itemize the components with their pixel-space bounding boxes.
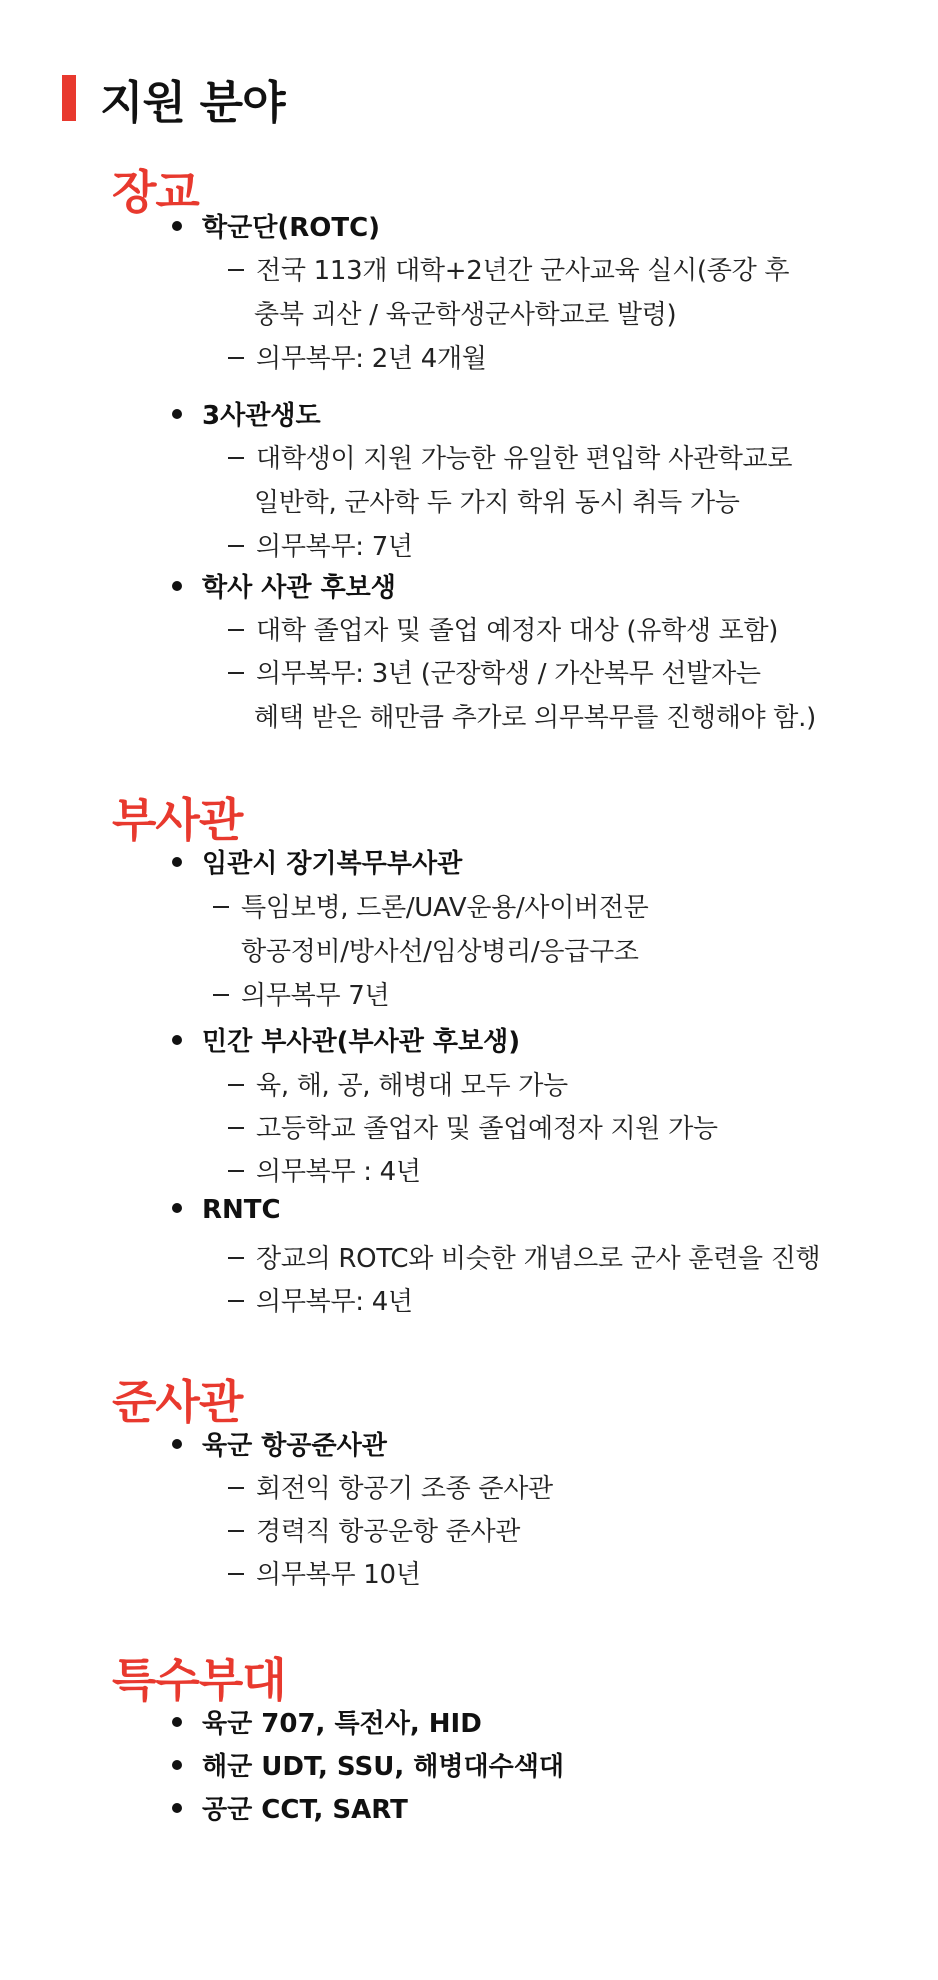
list-item — [172, 1789, 408, 1826]
sub-item-text: 의무복무: 7년 — [256, 532, 413, 562]
sub-item — [228, 1554, 421, 1591]
list-item-label: 민간 부사관(부사관 후보생) — [202, 1027, 521, 1057]
section-title: 준사관 — [112, 1375, 243, 1429]
sub-item-continuation: 충북 괴산 / 육군학생군사학교로 발령) — [254, 300, 677, 330]
list-item — [172, 1021, 520, 1058]
sub-item-continuation: 일반학, 군사학 두 가지 학위 동시 취득 가능 — [254, 488, 740, 518]
sub-item-text: 경력직 항공운항 준사관 — [256, 1517, 521, 1547]
list-item-label: 육군 항공준사관 — [202, 1431, 387, 1461]
sub-item — [228, 1151, 421, 1188]
list-item — [172, 1746, 564, 1783]
sub-item — [228, 1238, 820, 1275]
sub-item-text: 특임보병, 드론/UAV운용/사이버전문 — [241, 893, 649, 923]
sub-item — [228, 1108, 718, 1145]
list-item — [172, 567, 396, 604]
sub-item — [228, 1281, 413, 1318]
sub-item — [228, 438, 792, 475]
dash-marker — [228, 672, 244, 674]
dash-marker — [228, 629, 244, 631]
sub-item — [228, 338, 487, 375]
sub-item-text: 회전익 항공기 조종 준사관 — [256, 1474, 553, 1504]
sub-item-text: 의무복무: 2년 4개월 — [256, 344, 487, 374]
dash-marker — [228, 1170, 244, 1172]
sub-item — [228, 1468, 553, 1505]
sub-item-text: 의무복무: 4년 — [256, 1287, 413, 1317]
sub-item — [228, 526, 413, 563]
list-item — [172, 1703, 482, 1740]
bullet-dot — [172, 409, 182, 419]
sub-item-text: 전국 113개 대학+2년간 군사교육 실시(종강 후 — [256, 256, 790, 286]
list-item — [172, 843, 462, 880]
dash-marker — [228, 269, 244, 271]
list-item — [172, 207, 380, 244]
sub-item-text: 고등학교 졸업자 및 졸업예정자 지원 가능 — [256, 1114, 718, 1144]
sub-item-continuation: 항공정비/방사선/임상병리/응급구조 — [241, 937, 639, 967]
list-item-label: RNTC — [202, 1195, 281, 1225]
list-item — [172, 395, 321, 432]
dash-marker — [228, 1487, 244, 1489]
page-header — [62, 70, 285, 129]
dash-marker — [228, 545, 244, 547]
bullet-dot — [172, 1203, 182, 1213]
dash-marker — [228, 1127, 244, 1129]
section-title: 부사관 — [112, 793, 243, 847]
bullet-dot — [172, 1717, 182, 1727]
sub-item-text: 대학 졸업자 및 졸업 예정자 대상 (유학생 포함) — [256, 616, 779, 646]
bullet-dot — [172, 1439, 182, 1449]
sub-item-continuation: 혜택 받은 해만큼 추가로 의무복무를 진행해야 함.) — [254, 703, 816, 733]
bullet-dot — [172, 1035, 182, 1045]
sub-item-text: 대학생이 지원 가능한 유일한 편입학 사관학교로 — [256, 444, 793, 474]
list-item-label: 해군 UDT, SSU, 해병대수색대 — [202, 1752, 564, 1782]
sub-item-text: 의무복무: 3년 (군장학생 / 가산복무 선발자는 — [256, 659, 761, 689]
dash-marker — [213, 906, 229, 908]
header-accent-bar — [62, 75, 76, 121]
dash-marker — [228, 1084, 244, 1086]
list-item-label: 육군 707, 특전사, HID — [202, 1709, 482, 1739]
list-item — [172, 1425, 387, 1462]
sub-item-text: 의무복무 : 4년 — [256, 1157, 421, 1187]
sub-item-text: 의무복무 10년 — [256, 1560, 421, 1590]
dash-marker — [228, 1530, 244, 1532]
sub-item — [228, 1065, 568, 1102]
dash-marker — [228, 1573, 244, 1575]
dash-marker — [228, 1300, 244, 1302]
sub-item-text: 육, 해, 공, 해병대 모두 가능 — [256, 1071, 568, 1101]
dash-marker — [228, 357, 244, 359]
section-title: 장교 — [112, 165, 199, 219]
dash-marker — [228, 457, 244, 459]
dash-marker — [228, 1257, 244, 1259]
sub-item — [213, 887, 649, 924]
list-item-label: 공군 CCT, SART — [202, 1795, 408, 1825]
dash-marker — [213, 994, 229, 996]
sub-item — [213, 975, 389, 1012]
sub-item-text: 장교의 ROTC와 비슷한 개념으로 군사 훈련을 진행 — [256, 1244, 821, 1274]
bullet-dot — [172, 1803, 182, 1813]
sub-item — [228, 250, 789, 287]
sub-item — [228, 1511, 520, 1548]
list-item — [172, 1195, 281, 1225]
bullet-dot — [172, 221, 182, 231]
list-item-label: 학사 사관 후보생 — [202, 573, 396, 603]
bullet-dot — [172, 857, 182, 867]
section-title: 특수부대 — [112, 1653, 286, 1707]
list-item-label: 임관시 장기복무부사관 — [202, 849, 463, 879]
sub-item — [228, 653, 761, 690]
sub-item — [228, 610, 778, 647]
bullet-dot — [172, 581, 182, 591]
list-item-label: 학군단(ROTC) — [202, 213, 381, 243]
page-title: 지원 분야 — [100, 75, 285, 129]
list-item-label: 3사관생도 — [202, 401, 321, 431]
sub-item-text: 의무복무 7년 — [241, 981, 390, 1011]
bullet-dot — [172, 1760, 182, 1770]
